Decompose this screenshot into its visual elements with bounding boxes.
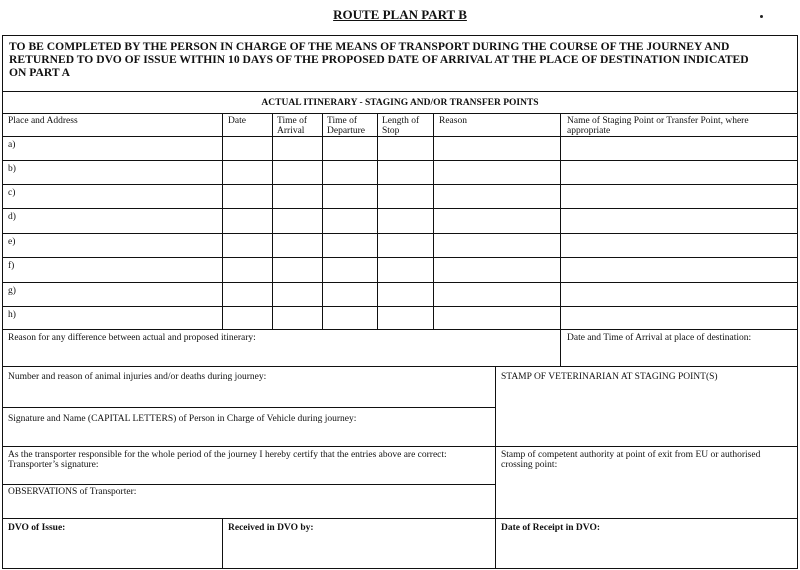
rule-below-itinerary-heading: [3, 113, 797, 114]
rule-below-header: [3, 91, 797, 92]
rule-row-f: [3, 282, 797, 283]
rule-below-signature: [3, 446, 797, 447]
column-header-staging-1: Name of Staging Point or Transfer Point, where: [567, 116, 749, 126]
instructions-line-1: TO BE COMPLETED BY THE PERSON IN CHARGE OF THE MEANS OF TRANSPORT DURING THE COURSE OF THE JOURNEY AND: [9, 40, 730, 53]
col-rule-dvo-received: [222, 518, 223, 568]
column-header-staging-2: appropriate: [567, 126, 611, 136]
row-label-g: g): [8, 286, 16, 296]
form-title: ROUTE PLAN PART B: [333, 7, 467, 22]
column-header-departure-2: Departure: [327, 126, 365, 136]
col-rule-lower-right: [495, 366, 496, 568]
rule-row-g: [3, 306, 797, 307]
row-label-b: b): [8, 164, 16, 174]
arrival-datetime-label: Date and Time of Arrival at place of destination:: [567, 333, 752, 343]
col-rule-arrival: [272, 113, 273, 329]
rule-row-c: [3, 208, 797, 209]
route-plan-form: [2, 35, 798, 569]
received-in-dvo-label: Received in DVO by:: [228, 523, 314, 533]
row-label-h: h): [8, 310, 16, 320]
rule-below-certify: [3, 484, 495, 485]
column-header-place: Place and Address: [8, 116, 78, 126]
instructions-line-3: ON PART A: [9, 66, 71, 79]
col-rule-stop: [377, 113, 378, 329]
row-label-a: a): [8, 140, 16, 150]
instructions-line-2: RETURNED TO DVO OF ISSUE WITHIN 10 DAYS OF THE PROPOSED DATE OF ARRIVAL AT THE PLACE OF DESTINATION INDICATED: [9, 53, 749, 66]
col-rule-reason: [433, 113, 434, 329]
rule-below-injuries: [3, 407, 495, 408]
itinerary-heading: ACTUAL ITINERARY - STAGING AND/OR TRANSFER POINTS: [261, 98, 539, 108]
observations-label: OBSERVATIONS of Transporter:: [8, 487, 137, 497]
rule-row-e: [3, 257, 797, 258]
rule-row-b: [3, 184, 797, 185]
signature-label: Signature and Name (CAPITAL LETTERS) of Person in Charge of Vehicle during journey:: [8, 414, 357, 424]
column-header-date: Date: [228, 116, 246, 126]
scan-speck: [760, 15, 763, 18]
column-header-reason: Reason: [439, 116, 467, 126]
difference-label: Reason for any difference between actual and proposed itinerary:: [8, 333, 256, 343]
column-header-arrival-2: Arrival: [277, 126, 305, 136]
column-header-stop-1: Length of: [382, 116, 420, 126]
instructions-header: [9, 40, 789, 79]
col-rule-date: [222, 113, 223, 329]
row-label-e: e): [8, 237, 16, 247]
column-header-departure-1: Time of: [327, 116, 358, 126]
row-label-c: c): [8, 188, 16, 198]
row-label-d: d): [8, 212, 16, 222]
injuries-label: Number and reason of animal injuries and/or deaths during journey:: [8, 372, 267, 382]
date-of-receipt-label: Date of Receipt in DVO:: [501, 523, 601, 533]
veterinarian-stamp-label: STAMP OF VETERINARIAN AT STAGING POINT(S): [501, 372, 718, 382]
exit-stamp-line-2: crossing point:: [501, 460, 558, 470]
col-rule-staging: [560, 113, 561, 366]
rule-above-dvo: [3, 518, 797, 519]
row-label-f: f): [8, 261, 15, 271]
rule-below-difference: [3, 366, 797, 367]
rule-row-d: [3, 233, 797, 234]
rule-below-column-headers: [3, 136, 797, 137]
certify-line-2: Transporter’s signature:: [8, 460, 99, 470]
certify-line-1: As the transporter responsible for the whole period of the journey I hereby certify that the entries above are correct:: [8, 450, 447, 460]
dvo-of-issue-label: DVO of Issue:: [8, 523, 66, 533]
column-header-stop-2: Stop: [382, 126, 400, 136]
rule-row-a: [3, 160, 797, 161]
column-header-arrival-1: Time of: [277, 116, 308, 126]
exit-stamp-line-1: Stamp of competent authority at point of exit from EU or authorised: [501, 450, 761, 460]
rule-row-h: [3, 329, 797, 330]
col-rule-departure: [322, 113, 323, 329]
